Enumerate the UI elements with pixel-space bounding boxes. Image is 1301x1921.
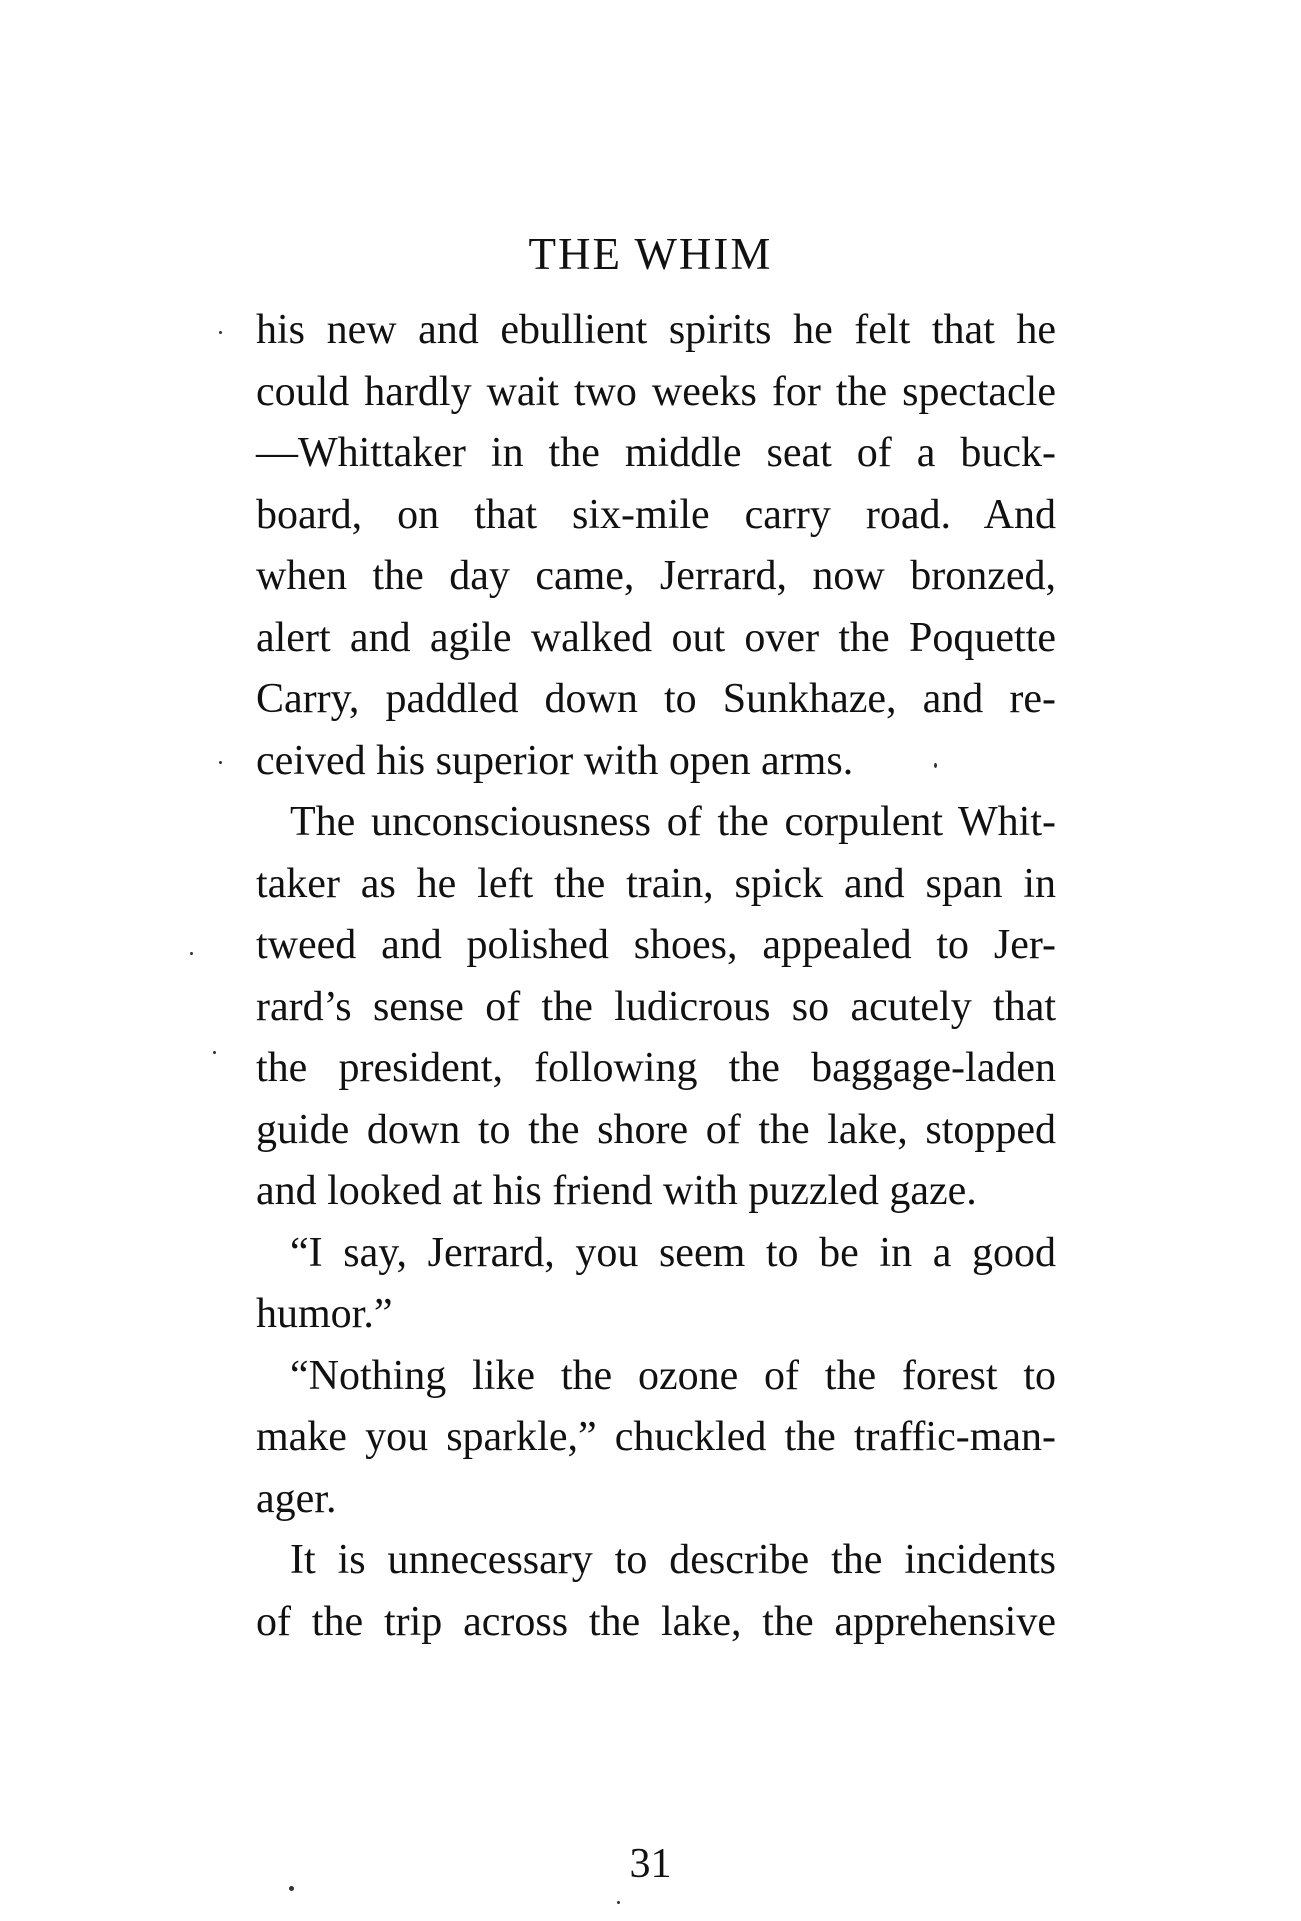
text-line: of the trip across the lake, the apprehensive (256, 1598, 1056, 1645)
text-line: “Nothing like the ozone of the forest to (290, 1352, 1056, 1399)
text-line: tweed and polished shoes, appealed to Jer- (256, 922, 1056, 968)
body-text (256, 300, 1056, 1653)
paragraph-5 (256, 1530, 1056, 1653)
text-line: guide down to the shore of the lake, stopped (256, 1106, 1056, 1153)
paragraph-1 (256, 300, 1056, 792)
text-line: board, on that six-mile carry road. And (256, 491, 1056, 538)
text-line: Carry, paddled down to Sunkhaze, and re- (256, 676, 1056, 722)
print-speck (934, 763, 937, 768)
print-speck (190, 952, 193, 955)
text-line: The unconsciousness of the corpulent Whit- (290, 799, 1056, 845)
text-line: ceived his superior with open arms. (256, 737, 854, 784)
text-line: It is unnecessary to describe the incidents (290, 1537, 1056, 1583)
text-line: taker as he left the train, spick and span in (256, 860, 1056, 907)
text-line: —Whittaker in the middle seat of a buck- (256, 430, 1056, 476)
paragraph-2 (256, 792, 1056, 1223)
print-speck (213, 1051, 216, 1054)
text-line: could hardly wait two weeks for the spectacle (256, 368, 1056, 415)
print-speck (219, 761, 222, 764)
text-line: when the day came, Jerrard, now bronzed, (256, 553, 1056, 599)
text-line: ager. (256, 1475, 337, 1522)
page-number: 31 (629, 1841, 672, 1887)
running-head: THE WHIM (528, 229, 773, 279)
text-line: rard’s sense of the ludicrous so acutely that (256, 983, 1056, 1030)
text-line: “I say, Jerrard, you seem to be in a good (290, 1229, 1056, 1276)
text-line: his new and ebullient spirits he felt that he (256, 307, 1056, 353)
print-speck (617, 1901, 620, 1904)
text-line: and looked at his friend with puzzled gaze. (256, 1168, 977, 1214)
paragraph-4 (256, 1346, 1056, 1531)
text-line: alert and agile walked out over the Poquette (256, 614, 1056, 661)
print-speck (219, 331, 222, 334)
text-line: the president, following the baggage-laden (256, 1045, 1056, 1091)
paragraph-3 (256, 1223, 1056, 1346)
text-line: make you sparkle,” chuckled the traffic-man- (256, 1414, 1056, 1460)
print-speck (289, 1886, 294, 1891)
text-line: humor.” (256, 1291, 393, 1337)
